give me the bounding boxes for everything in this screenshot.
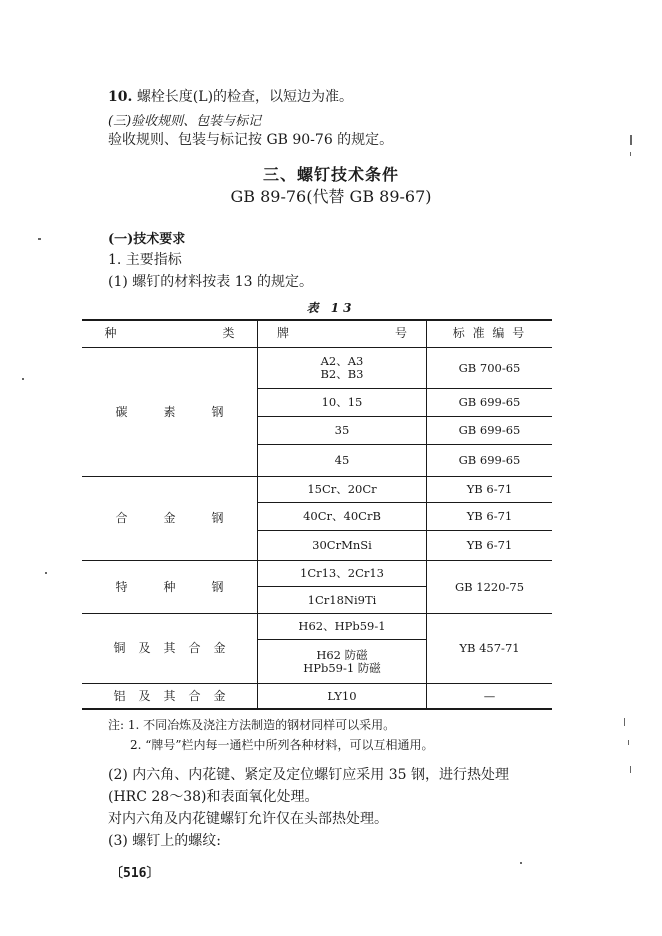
header-grade: 牌 号	[277, 326, 407, 340]
standard-cell: —	[483, 688, 496, 703]
intro-item-number: 10.	[108, 89, 133, 105]
grade-cell: 35	[334, 423, 350, 437]
scan-mark	[630, 135, 632, 145]
header-kind: 种 类	[104, 326, 235, 340]
standard-cell: YB 6-71	[466, 538, 513, 552]
grade-cell: 10、15	[321, 395, 363, 409]
standard-cell: YB 6-71	[466, 482, 513, 496]
grade-cell: 1Cr13、2Cr13	[300, 566, 384, 580]
standard-cell: GB 1220-75	[454, 579, 525, 594]
paragraph-4: (3) 螺钉上的螺纹:	[108, 833, 221, 849]
grade-cell: H62、HPb59-1	[298, 619, 386, 633]
standard-cell: YB 6-71	[466, 509, 513, 523]
section-subtitle: GB 89-76(代替 GB 89-67)	[230, 187, 432, 206]
table-note-2: 2. “牌号”栏内每一通栏中所列各种材料，可以互相通用。	[130, 738, 434, 752]
grade-cell: 15Cr、20Cr	[307, 482, 377, 496]
grade-cell: 30CrMnSi	[312, 538, 372, 552]
scan-mark	[624, 718, 625, 726]
section-title: 三、螺钉技术条件	[262, 165, 399, 184]
group-kind-aluminum-alloys: 铝 及 其 合 金	[113, 688, 226, 703]
acceptance-text: 验收规则、包装与标记按 GB 90-76 的规定。	[108, 132, 394, 148]
standard-cell: GB 699-65	[458, 453, 521, 467]
paragraph-3: 对内六角及内花键螺钉允许仅在头部热处理。	[108, 811, 388, 827]
group-kind-special-steel: 特 种 钢	[115, 579, 224, 594]
page-number: 〔516〕	[110, 866, 160, 881]
requirements-heading: (一)技术要求	[108, 232, 186, 247]
paragraph-2-line-2: (HRC 28～38)和表面氧化处理。	[108, 789, 319, 805]
grade-cell: LY10	[327, 688, 357, 703]
standard-cell: GB 699-65	[458, 423, 521, 437]
scan-mark	[630, 152, 631, 156]
standard-cell: GB 699-65	[458, 395, 521, 409]
scan-mark	[628, 740, 629, 745]
standard-cell: GB 700-65	[458, 360, 521, 375]
grade-cell: 45	[334, 453, 350, 467]
scan-mark	[22, 378, 24, 380]
scan-mark	[38, 238, 41, 240]
table-note-1: 注: 1. 不同冶炼及浇注方法制造的钢材同样可以采用。	[108, 718, 396, 732]
table-bottom-rule	[82, 708, 552, 710]
group-kind-carbon-steel: 碳 素 钢	[115, 404, 224, 419]
grade-cell: 40Cr、40CrB	[303, 509, 381, 523]
intro-item-text: 螺栓长度(L)的检查，以短边为准。	[136, 89, 354, 105]
requirements-item-1: 1. 主要指标	[108, 252, 182, 268]
grade-cell: 1Cr18Ni9Ti	[307, 592, 377, 607]
standard-cell: YB 457-71	[459, 641, 520, 655]
grade-cell: H62 防磁 HPb59-1 防磁	[303, 647, 381, 675]
header-standard: 标 准 编 号	[452, 326, 527, 340]
acceptance-heading: (三)验收规则、包装与标记	[108, 114, 262, 129]
table-caption: 表 13	[306, 301, 356, 315]
notes-label: 注:	[108, 718, 125, 732]
grade-cell: A2、A3 B2、B3	[320, 354, 364, 381]
scan-mark	[520, 862, 522, 864]
requirements-item-1-sub-1: (1) 螺钉的材料按表 13 的规定。	[108, 274, 313, 290]
scan-mark	[630, 766, 631, 773]
scan-mark	[45, 572, 47, 574]
group-kind-alloy-steel: 合 金 钢	[115, 511, 224, 525]
group-kind-copper-alloys: 铜 及 其 合 金	[113, 641, 226, 655]
paragraph-2-line-1: (2) 内六角、内花键、紧定及定位螺钉应采用 35 钢，进行热处理	[108, 767, 509, 783]
intro-line-1	[108, 86, 353, 106]
